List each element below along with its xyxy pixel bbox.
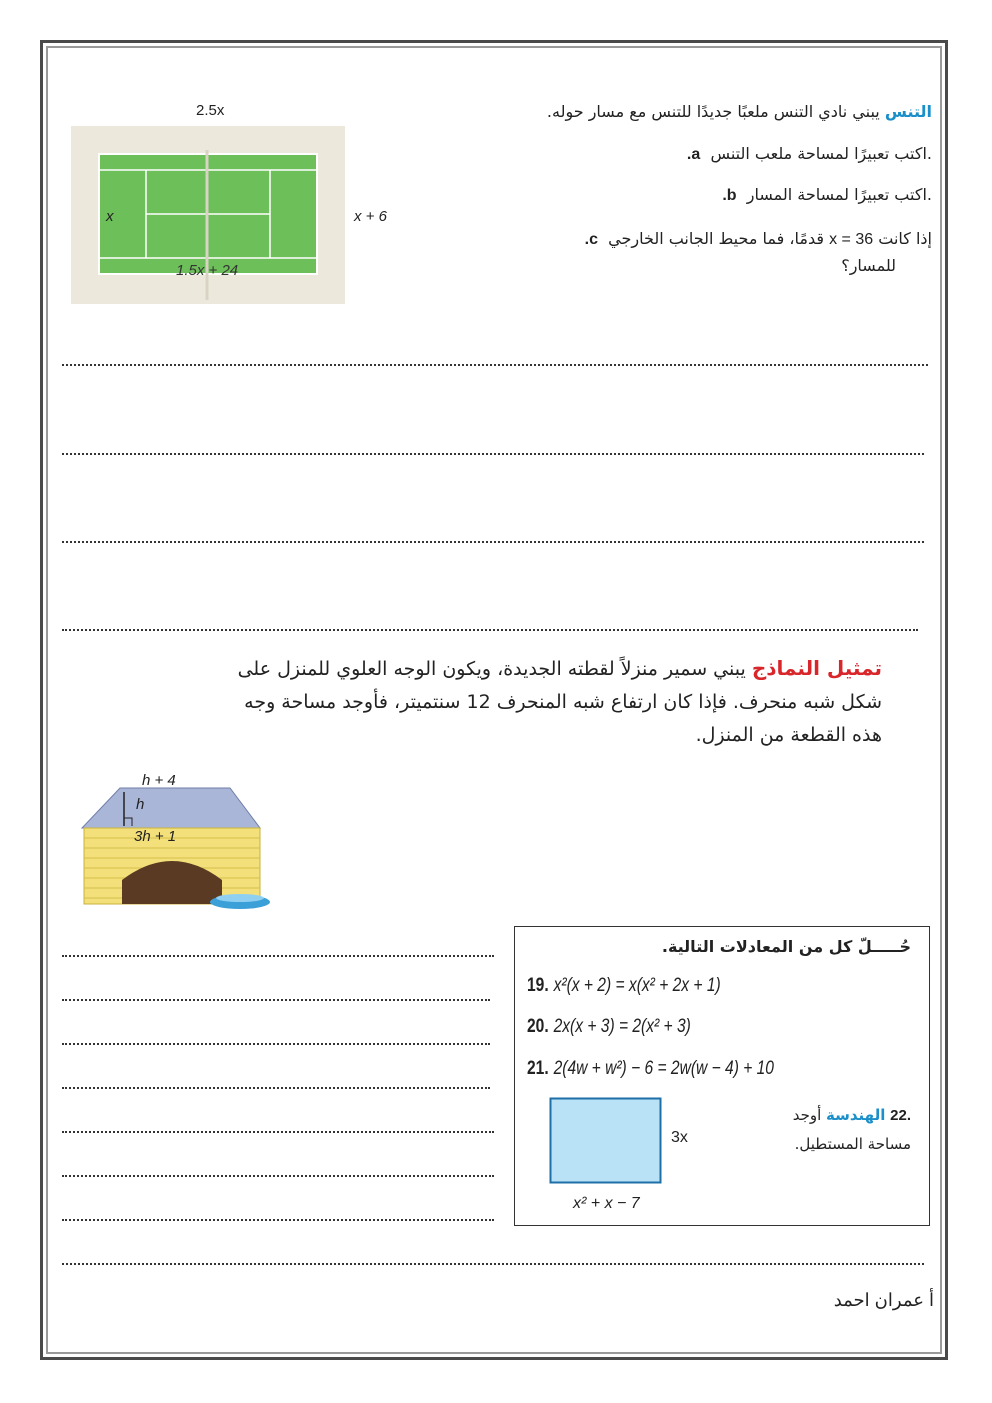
house-height-label: h <box>136 796 145 813</box>
q22-side-label: 3x <box>671 1129 688 1146</box>
q22-line-1 <box>751 1101 911 1130</box>
q22-text <box>751 1101 911 1158</box>
equations-box <box>514 926 930 1226</box>
answer-line-11[interactable] <box>62 1219 494 1221</box>
equations-heading: حُـــــلّ كل من المعادلات التالية. <box>661 937 911 956</box>
modeling-line-1-text: يبني سمير منزلاً لقطته الجديدة، ويكون الوجه العلوي للمنزل على <box>237 658 746 680</box>
part-c-math: x = 36 <box>829 231 874 248</box>
tennis-intro-text: يبني نادي التنس ملعبًا جديدًا للتنس مع مسار حوله. <box>546 102 880 121</box>
answer-line-10[interactable] <box>62 1175 494 1177</box>
cat-house-figure <box>80 772 300 910</box>
equation-21 <box>527 1058 774 1080</box>
modeling-line-3: هذه القطعة من المنزل. <box>695 724 882 746</box>
modeling-line-1 <box>62 652 882 686</box>
equation-20 <box>527 1016 691 1038</box>
answer-line-4[interactable] <box>62 629 918 631</box>
answer-line-2[interactable] <box>62 453 924 455</box>
part-a-letter: .a <box>686 146 701 163</box>
answer-line-1[interactable] <box>62 364 928 366</box>
part-b-text: اكتب تعبيرًا لمساحة المسار. <box>746 185 932 204</box>
q22-number: .22 <box>890 1107 911 1124</box>
author-name: أ عمران احمد <box>833 1290 934 1310</box>
answer-line-12[interactable] <box>62 1263 924 1265</box>
q22-bottom-label: x² + x − 7 <box>573 1195 640 1212</box>
answer-line-8[interactable] <box>62 1087 490 1089</box>
tennis-part-c <box>482 226 932 279</box>
answer-line-3[interactable] <box>62 541 924 543</box>
part-b-letter: .b <box>722 187 737 204</box>
q22-text-1: أوجد <box>792 1106 822 1124</box>
tennis-part-a <box>512 144 932 164</box>
tennis-top-label: 2.5x <box>196 102 225 119</box>
answer-line-5[interactable] <box>62 955 494 957</box>
equation-19 <box>527 975 721 997</box>
q22-line-2: مساحة المستطيل. <box>794 1135 911 1153</box>
house-top-label: h + 4 <box>142 772 176 789</box>
equation-19-expr: x²(x + 2) = x(x² + 2x + 1) <box>553 975 721 996</box>
equation-21-number: 21. <box>527 1058 549 1079</box>
modeling-question <box>62 652 882 752</box>
equation-21-expr: 2(4w + w²) − 6 = 2w(w − 4) + 10 <box>553 1058 774 1079</box>
tennis-title: التنس <box>884 102 932 121</box>
equation-20-expr: 2x(x + 3) = 2(x² + 3) <box>553 1016 691 1037</box>
cat-house-drawing <box>80 776 300 910</box>
answer-line-9[interactable] <box>62 1131 494 1133</box>
tennis-left-label: x <box>106 208 114 225</box>
part-c-letter: .c <box>584 231 598 248</box>
part-c-line2: للمسار؟ <box>841 256 896 275</box>
answer-line-6[interactable] <box>62 999 490 1001</box>
q22-keyword: الهندسة <box>826 1106 886 1124</box>
tennis-figure <box>68 98 398 308</box>
part-a-text: اكتب تعبيرًا لمساحة ملعب التنس. <box>710 144 932 163</box>
house-bottom-label: 3h + 1 <box>134 828 177 845</box>
tennis-intro <box>462 102 932 121</box>
q22-rectangle <box>549 1097 663 1185</box>
tennis-bottom-label: 1.5x + 24 <box>176 262 239 279</box>
answer-line-7[interactable] <box>62 1043 490 1045</box>
part-c-text-after: قدمًا، فما محيط الجانب الخارجي <box>608 229 825 248</box>
equation-20-number: 20. <box>527 1016 549 1037</box>
tennis-right-label: x + 6 <box>354 208 387 225</box>
equation-19-number: 19. <box>527 975 549 996</box>
modeling-line-2: شكل شبه منحرف. فإذا كان ارتفاع شبه المنحرف 12 سنتميتر، فأوجد مساحة وجه <box>244 691 882 713</box>
tennis-part-b <box>512 185 932 205</box>
modeling-title: تمثيل النماذج <box>751 656 882 680</box>
part-c-text-before: إذا كانت <box>878 229 932 248</box>
